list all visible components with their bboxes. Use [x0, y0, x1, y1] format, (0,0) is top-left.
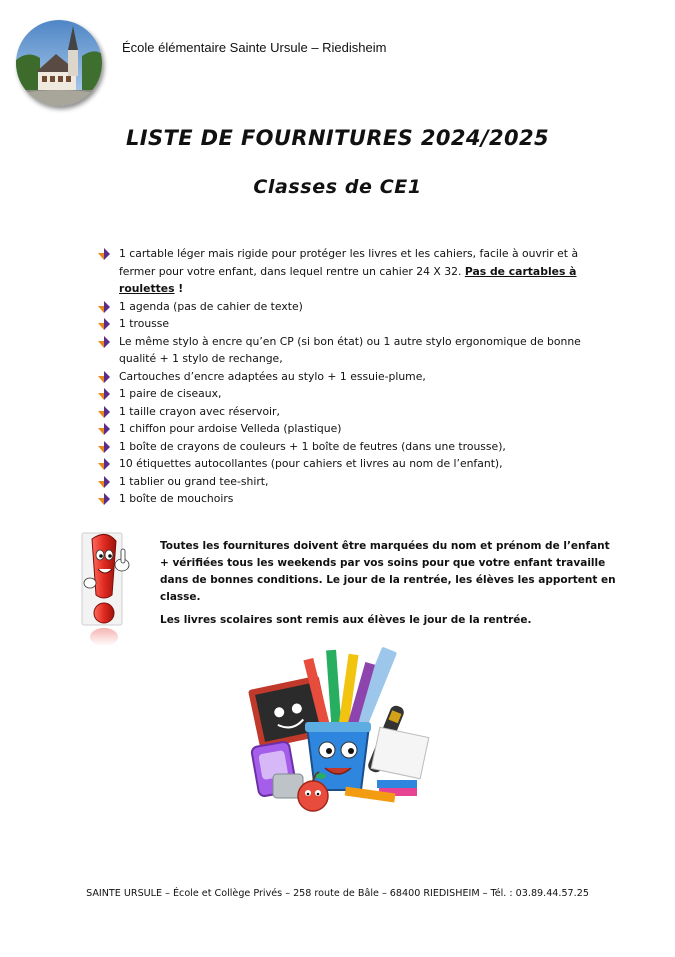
arrow-bullet-icon	[98, 458, 110, 470]
notice-paragraph-1: Toutes les fournitures doivent être marquées du nom et prénom de l’enfant + vérifiées tous les weekends par vos soins pour que votre enfant travaille dans de bonnes conditions. Le jour de la rentrée, les élèves les apportent en classe.	[160, 540, 616, 603]
supply-item	[96, 385, 616, 403]
notice-paragraph-2: Les livres scolaires sont remis aux élèves le jour de la rentrée.	[160, 614, 532, 626]
arrow-bullet-icon	[98, 388, 110, 400]
school-name: École élémentaire Sainte Ursule – Riedisheim	[122, 40, 387, 55]
arrow-bullet-icon	[98, 441, 110, 453]
supply-item	[96, 368, 616, 386]
arrow-bullet-icon	[98, 423, 110, 435]
arrow-bullet-icon	[98, 493, 110, 505]
arrow-bullet-icon	[98, 318, 110, 330]
supply-item-text: 1 chiffon pour ardoise Velleda (plastique)	[119, 422, 342, 435]
arrow-bullet-icon	[98, 371, 110, 383]
supply-item-text: 1 trousse	[119, 317, 170, 330]
supply-item-text: Le même stylo à encre qu’en CP (si bon état) ou 1 autre stylo ergonomique de bonne qualité + 1 stylo de rechange,	[119, 334, 581, 365]
supply-item	[96, 455, 616, 473]
supply-item	[96, 315, 616, 333]
supply-item-text: 1 paire de ciseaux,	[119, 387, 222, 400]
page-title: LISTE DE FOURNITURES 2024/2025	[125, 126, 550, 150]
supply-item	[96, 333, 616, 368]
supply-item-text: 1 boîte de crayons de couleurs + 1 boîte de feutres (dans une trousse),	[119, 439, 506, 453]
arrow-bullet-icon	[98, 406, 110, 418]
supply-item-text: 1 boîte de mouchoirs	[119, 492, 234, 505]
supply-item	[96, 420, 616, 438]
supplies-list	[96, 245, 616, 508]
arrow-bullet-icon	[98, 301, 110, 313]
notice-text	[160, 538, 620, 635]
supply-item-text: 1 tablier ou grand tee-shirt,	[119, 474, 269, 488]
exclamation-mark-character-icon	[78, 525, 140, 653]
supply-item	[96, 245, 616, 298]
supply-item-suffix: !	[174, 282, 184, 295]
supply-item	[96, 438, 616, 456]
supply-item	[96, 403, 616, 421]
no-wheeled-bag-warning: Pas de cartables à roulettes	[119, 264, 577, 295]
arrow-bullet-icon	[98, 476, 110, 488]
school-supplies-clipart	[245, 640, 430, 820]
supply-item	[96, 473, 616, 491]
supply-item-text: 10 étiquettes autocollantes (pour cahiers et livres au nom de l’enfant),	[119, 457, 503, 470]
school-building-photo	[16, 20, 102, 106]
supply-item	[96, 298, 616, 316]
page-subtitle: Classes de CE1	[253, 176, 422, 198]
supply-item	[96, 490, 616, 508]
supply-item-text: 1 agenda (pas de cahier de texte)	[119, 299, 303, 313]
supply-item-text: 1 cartable léger mais rigide pour protéger les livres et les cahiers, facile à ouvrir et à fermer pour votre enfant, dans lequel rentre un cahier 24 X 32.	[119, 247, 579, 278]
supply-item-text: 1 taille crayon avec réservoir,	[119, 404, 280, 418]
school-logo	[16, 20, 102, 106]
supply-item-text: Cartouches d’encre adaptées au stylo + 1 essuie-plume,	[119, 369, 426, 383]
arrow-bullet-icon	[98, 336, 110, 348]
footer-address: SAINTE URSULE – École et Collège Privés – 258 route de Bâle – 68400 RIEDISHEIM – Tél. : 03.89.44.57.25	[86, 888, 589, 899]
arrow-bullet-icon	[98, 248, 110, 260]
